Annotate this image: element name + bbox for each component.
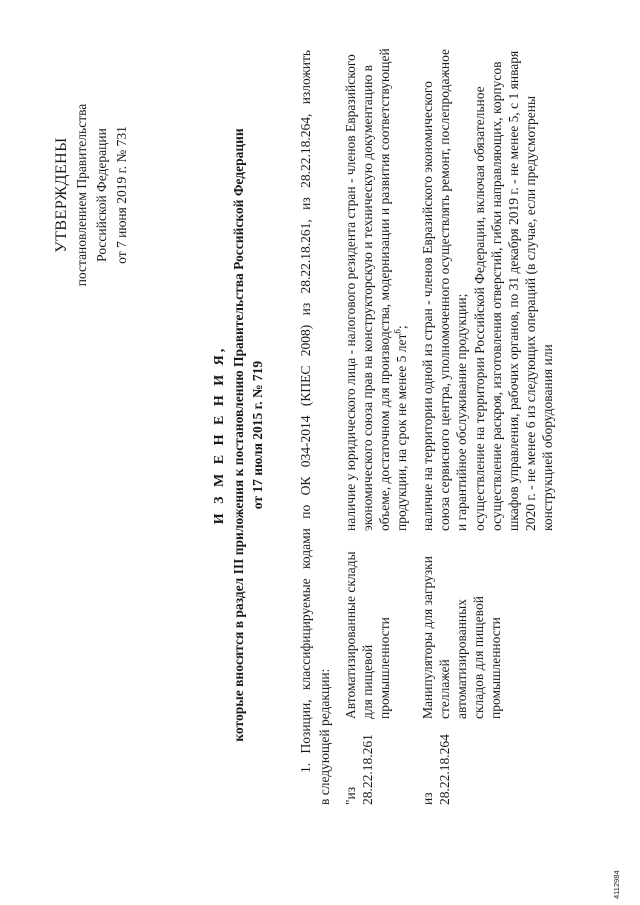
row-code: "из 28.22.18.261 <box>343 734 375 805</box>
document-heading <box>210 115 267 755</box>
approval-line-3: от 7 июня 2019 г. № 731 <box>114 126 129 264</box>
row-paragraph: наличие на территории одной из стран - членов Евразийского экономического союза сервисного центра, уполномоченного осуществлять ремонт, послепродажное и гарантийное обслуживание продукции; <box>420 49 469 531</box>
intro-paragraph <box>296 45 334 805</box>
heading-title: И З М Е Н Е Н И Я, <box>212 345 227 525</box>
row-description <box>419 45 557 551</box>
row-name: Автоматизированные склады для пищевой промышленности <box>343 551 392 719</box>
table-row <box>419 45 557 805</box>
approval-title: УТВЕРЖДЕНЫ <box>53 137 70 253</box>
footnote-mark: 6 <box>392 329 403 334</box>
intro-line-1: 1. Позиции, классифицируемые кодами по ОК 034-2014 (КПЕС 2008) из 28.22.18.261, из 28.22.18.264, изложить <box>298 49 313 773</box>
row-name: Манипуляторы для загрузки стеллажей автоматизированных складов для пищевой промышленности <box>420 556 503 719</box>
approval-line-2: Российской Федерации <box>94 128 109 262</box>
approval-line-1: постановлением Правительства <box>74 103 89 287</box>
intro-line-2: в следующей редакции: <box>317 668 332 805</box>
table-row <box>342 45 411 805</box>
heading-date: от 17 июля 2015 г. № 719 <box>250 360 265 510</box>
row-description <box>342 45 411 551</box>
row-paragraph: наличие у юридического лица - налогового резидента стран - членов Евразийского экономического союза прав на конструкторскую и техническую документацию в объеме, достаточном для производства, модернизации и развития соответствующей продукции, на срок не менее 5 лет <box>343 48 409 531</box>
row-paragraph: осуществление на территории Российской Федерации, включая обязательное осуществление раскроя, изготовления отверстий, гибки направляющих, корпусов шкафов управления, рабочих органов, по 31 декабря 2019 г. - не менее 5, с 1 января 2020 г. - не менее 6 из следующих операций (в случае, если предусмотрены конструкцией оборудования или <box>472 50 555 531</box>
document-stamp-number: 4112984 <box>612 870 621 899</box>
positions-table <box>342 45 557 805</box>
heading-subtitle: которые вносятся в раздел III приложения к постановлению Правительства Российской Федерации <box>231 128 246 742</box>
row-suffix: ; <box>394 325 409 330</box>
row-code: из 28.22.18.264 <box>420 734 452 805</box>
approval-block <box>52 45 132 345</box>
